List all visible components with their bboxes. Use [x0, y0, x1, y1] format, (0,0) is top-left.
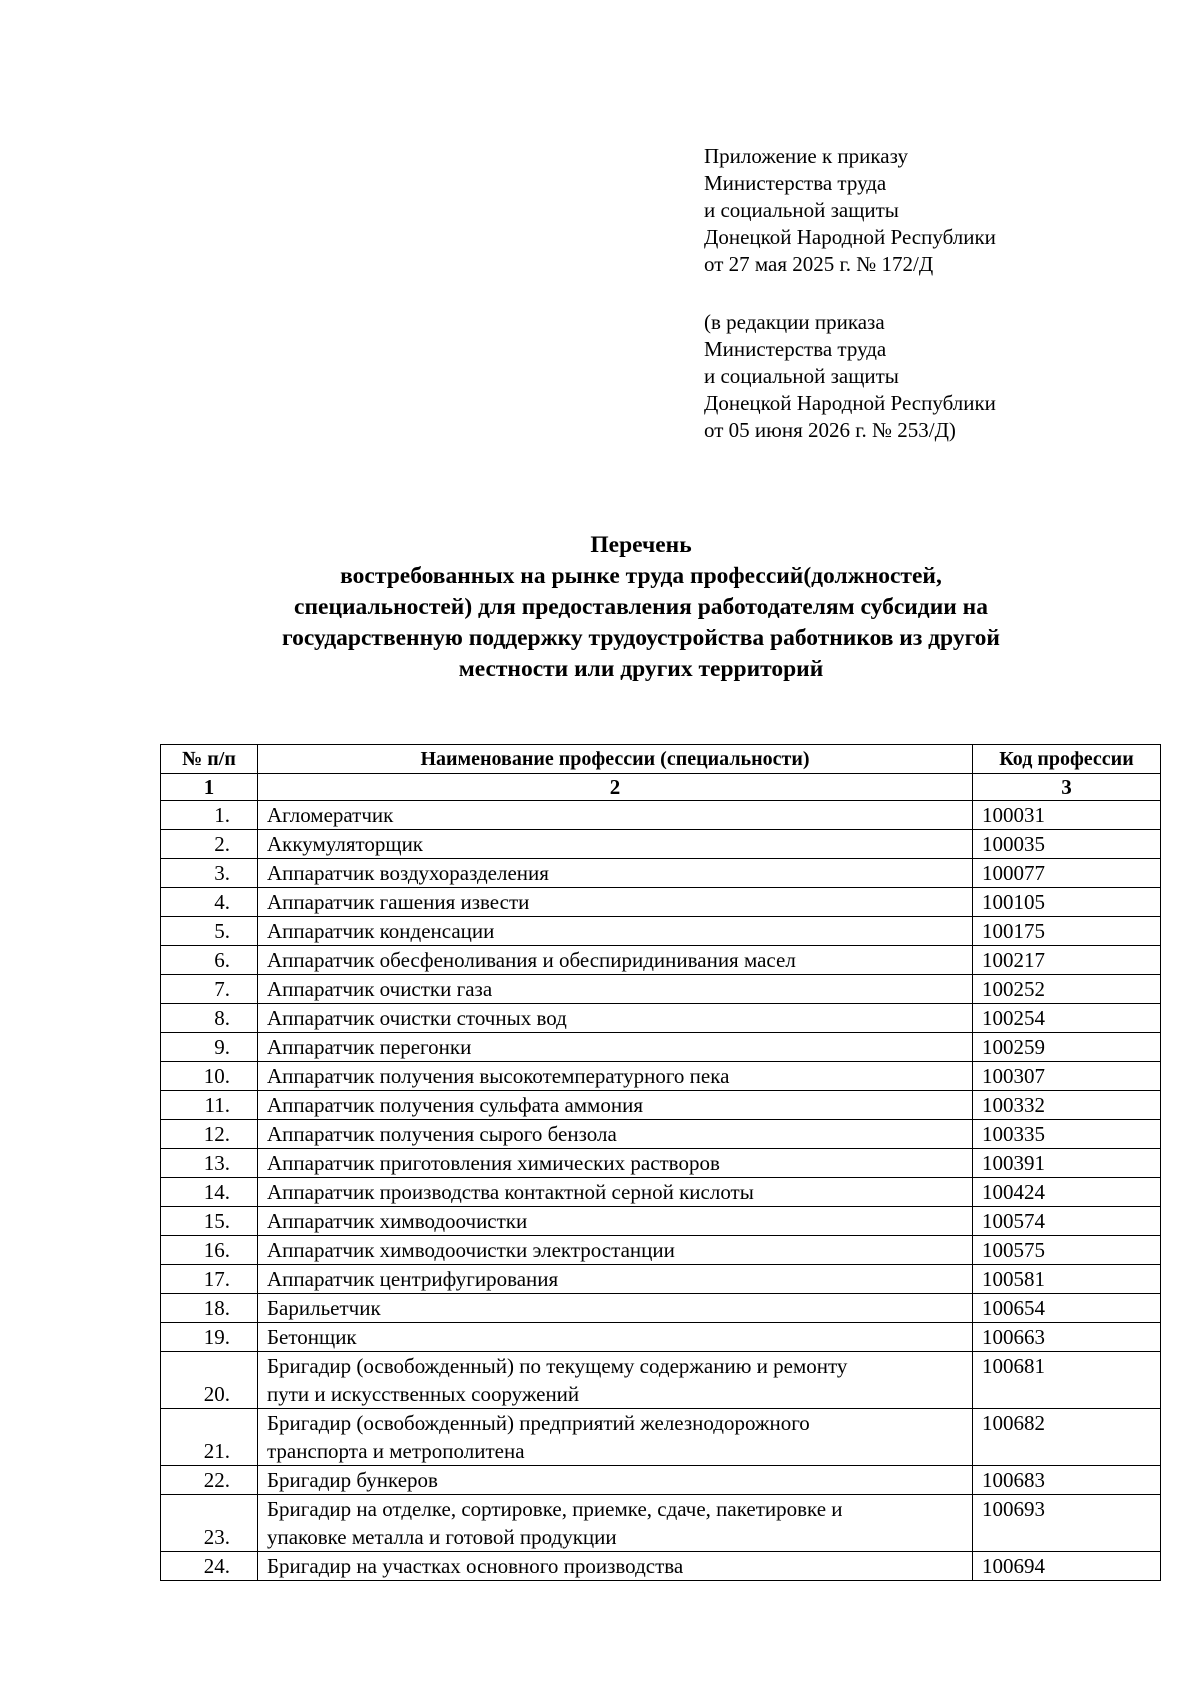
profession-code: 100335 — [973, 1120, 1161, 1149]
row-number: 5. — [161, 917, 258, 946]
table-row — [161, 1409, 1161, 1466]
header-profession-name: Наименование профессии (специальности) — [258, 745, 973, 774]
title-line: специальностей) для предоставления работодателям субсидии на — [294, 594, 988, 620]
row-number: 2. — [161, 830, 258, 859]
profession-name: Бригадир на участках основного производства — [258, 1552, 973, 1581]
appendix-line: и социальной защиты — [704, 198, 899, 222]
profession-name: Аппаратчик гашения извести — [258, 888, 973, 917]
appendix-line: Приложение к приказу — [704, 144, 908, 168]
profession-name-line: Бригадир на отделке, сортировке, приемке, сдаче, пакетировке и — [267, 1497, 843, 1521]
profession-name: Бетонщик — [258, 1323, 973, 1352]
profession-name: Агломератчик — [258, 801, 973, 830]
profession-code: 100252 — [973, 975, 1161, 1004]
table-row — [161, 1062, 1161, 1091]
profession-code: 100694 — [973, 1552, 1161, 1581]
table-row — [161, 975, 1161, 1004]
table-row — [161, 1033, 1161, 1062]
title-line: Перечень — [590, 532, 692, 558]
profession-code: 100217 — [973, 946, 1161, 975]
profession-name: Аппаратчик обесфеноливания и обеспиридинивания масел — [258, 946, 973, 975]
table-row — [161, 830, 1161, 859]
profession-name: Аппаратчик очистки сточных вод — [258, 1004, 973, 1033]
profession-code: 100581 — [973, 1265, 1161, 1294]
profession-name: Аппаратчик получения сульфата аммония — [258, 1091, 973, 1120]
row-number: 11. — [161, 1091, 258, 1120]
profession-code: 100254 — [973, 1004, 1161, 1033]
table-row — [161, 1004, 1161, 1033]
professions-table — [160, 744, 1161, 1581]
edition-line: (в редакции приказа — [704, 310, 885, 334]
profession-code: 100683 — [973, 1466, 1161, 1495]
table-row — [161, 1552, 1161, 1581]
row-number: 9. — [161, 1033, 258, 1062]
table-row — [161, 1091, 1161, 1120]
profession-name — [258, 1495, 973, 1552]
table-row — [161, 1265, 1161, 1294]
profession-code: 100332 — [973, 1091, 1161, 1120]
column-index: 1 — [161, 774, 258, 801]
row-number: 12. — [161, 1120, 258, 1149]
profession-code: 100574 — [973, 1207, 1161, 1236]
table-row — [161, 1294, 1161, 1323]
profession-code: 100654 — [973, 1294, 1161, 1323]
row-number: 20. — [161, 1352, 258, 1409]
table-row — [161, 1236, 1161, 1265]
profession-name: Бригадир бункеров — [258, 1466, 973, 1495]
table-row — [161, 888, 1161, 917]
edition-line: и социальной защиты — [704, 364, 899, 388]
profession-name: Аппаратчик очистки газа — [258, 975, 973, 1004]
profession-code: 100259 — [973, 1033, 1161, 1062]
column-index-row — [161, 774, 1161, 801]
profession-code: 100682 — [973, 1409, 1161, 1466]
profession-code: 100175 — [973, 917, 1161, 946]
table-row — [161, 1466, 1161, 1495]
table-row — [161, 859, 1161, 888]
row-number: 21. — [161, 1409, 258, 1466]
table-row — [161, 801, 1161, 830]
row-number: 22. — [161, 1466, 258, 1495]
profession-name: Аппаратчик центрифугирования — [258, 1265, 973, 1294]
row-number: 15. — [161, 1207, 258, 1236]
appendix-line: от 27 мая 2025 г. № 172/Д — [704, 252, 934, 276]
profession-name-line: транспорта и метрополитена — [267, 1439, 525, 1463]
document-title — [150, 530, 1132, 685]
profession-name-line: Бригадир (освобожденный) по текущему содержанию и ремонту — [267, 1354, 848, 1378]
title-line: востребованных на рынке труда профессий(должностей, — [340, 563, 942, 589]
row-number: 16. — [161, 1236, 258, 1265]
appendix-block — [704, 143, 996, 444]
profession-name-line: пути и искусственных сооружений — [267, 1382, 580, 1406]
row-number: 3. — [161, 859, 258, 888]
row-number: 23. — [161, 1495, 258, 1552]
row-number: 1. — [161, 801, 258, 830]
header-profession-code: Код профессии — [973, 745, 1161, 774]
row-number: 13. — [161, 1149, 258, 1178]
profession-name: Аппаратчик конденсации — [258, 917, 973, 946]
table-row — [161, 1207, 1161, 1236]
row-number: 10. — [161, 1062, 258, 1091]
table-header-row — [161, 745, 1161, 774]
table-row — [161, 1120, 1161, 1149]
profession-name: Аппаратчик получения сырого бензола — [258, 1120, 973, 1149]
profession-name: Аппаратчик воздухоразделения — [258, 859, 973, 888]
profession-name-line: упаковке металла и готовой продукции — [267, 1525, 617, 1549]
profession-name: Аккумуляторщик — [258, 830, 973, 859]
profession-code: 100693 — [973, 1495, 1161, 1552]
row-number: 24. — [161, 1552, 258, 1581]
column-index: 3 — [973, 774, 1161, 801]
row-number: 17. — [161, 1265, 258, 1294]
profession-name-line: Бригадир (освобожденный) предприятий железнодорожного — [267, 1411, 810, 1435]
row-number: 19. — [161, 1323, 258, 1352]
profession-name: Аппаратчик приготовления химических растворов — [258, 1149, 973, 1178]
profession-code: 100424 — [973, 1178, 1161, 1207]
edition-line: Министерства труда — [704, 337, 887, 361]
appendix-gap — [704, 278, 996, 309]
profession-name: Аппаратчик химводоочистки — [258, 1207, 973, 1236]
row-number: 4. — [161, 888, 258, 917]
profession-code: 100077 — [973, 859, 1161, 888]
header-number: № п/п — [161, 745, 258, 774]
profession-name — [258, 1409, 973, 1466]
profession-name: Аппаратчик получения высокотемпературного пека — [258, 1062, 973, 1091]
profession-code: 100307 — [973, 1062, 1161, 1091]
profession-name: Аппаратчик перегонки — [258, 1033, 973, 1062]
profession-code: 100031 — [973, 801, 1161, 830]
profession-name — [258, 1352, 973, 1409]
profession-name: Аппаратчик производства контактной серной кислоты — [258, 1178, 973, 1207]
profession-code: 100391 — [973, 1149, 1161, 1178]
edition-line: Донецкой Народной Республики — [704, 391, 996, 415]
table-row — [161, 946, 1161, 975]
title-line: государственную поддержку трудоустройства работников из другой — [282, 625, 1000, 651]
table-row — [161, 1323, 1161, 1352]
table-row — [161, 1149, 1161, 1178]
table-row — [161, 1495, 1161, 1552]
profession-code: 100035 — [973, 830, 1161, 859]
row-number: 8. — [161, 1004, 258, 1033]
appendix-line: Министерства труда — [704, 171, 887, 195]
appendix-line: Донецкой Народной Республики — [704, 225, 996, 249]
row-number: 7. — [161, 975, 258, 1004]
profession-code: 100575 — [973, 1236, 1161, 1265]
edition-line: от 05 июня 2026 г. № 253/Д) — [704, 418, 956, 442]
row-number: 6. — [161, 946, 258, 975]
profession-name: Аппаратчик химводоочистки электростанции — [258, 1236, 973, 1265]
table-row — [161, 1178, 1161, 1207]
title-line: местности или других территорий — [458, 656, 824, 682]
table-row — [161, 1352, 1161, 1409]
row-number: 14. — [161, 1178, 258, 1207]
profession-name: Барильетчик — [258, 1294, 973, 1323]
column-index: 2 — [258, 774, 973, 801]
row-number: 18. — [161, 1294, 258, 1323]
table-row — [161, 917, 1161, 946]
profession-code: 100681 — [973, 1352, 1161, 1409]
profession-code: 100105 — [973, 888, 1161, 917]
profession-code: 100663 — [973, 1323, 1161, 1352]
